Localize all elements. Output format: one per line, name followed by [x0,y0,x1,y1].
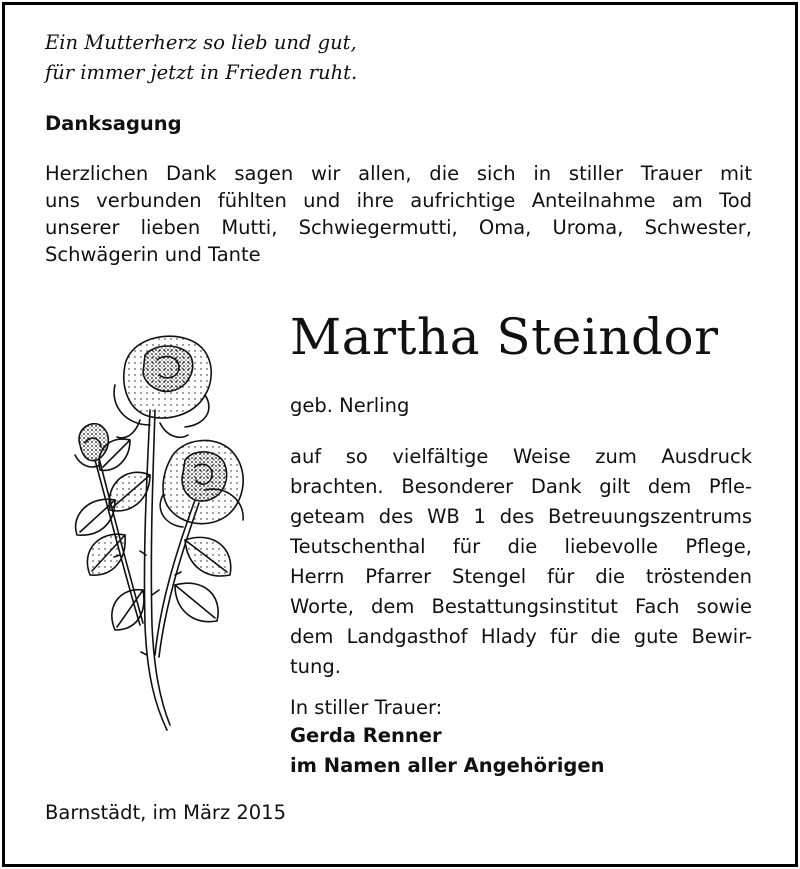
thanks-line: dem Landgasthof Hlady für die gute Bewir- [290,625,752,648]
poem-line: für immer jetzt in Frieden ruht. [45,61,358,84]
rose-icon [55,325,255,740]
intro-line: uns verbunden fühlten und ihre aufrichtige Anteilnahme am Tod [45,189,752,212]
place-date: Barnstädt, im März 2015 [45,801,286,824]
thanks-line: Teutschenthal für die liebevolle Pflege, [290,535,752,558]
intro-line: Schwägerin und Tante [45,243,261,266]
thanks-line: Worte, dem Bestattungsinstitut Fach sowie [290,595,752,618]
thanks-line: brachten. Besonderer Dank gilt dem Pfle- [290,475,752,498]
heading: Danksagung [45,112,182,135]
deceased-name: Martha Steindor [290,308,719,366]
birth-name: geb. Nerling [290,394,410,417]
intro-text [45,160,752,268]
thanks-line: Herrn Pfarrer Stengel für die tröstenden [290,565,752,588]
intro-line: Herzlichen Dank sagen wir allen, die sich in stiller Trauer mit [45,162,752,185]
signature-intro: In stiller Trauer: [290,696,443,719]
intro-line: unserer lieben Mutti, Schwiegermutti, Oma, Uroma, Schwester, [45,216,752,239]
signature-name: Gerda Renner [290,724,442,747]
thanks-line: auf so vielfältige Weise zum Ausdruck [290,445,752,468]
poem-line: Ein Mutterherz so lieb und gut, [45,31,357,54]
poem [45,28,357,88]
thanks-line: tung. [290,655,341,678]
thanks-line: geteam des WB 1 des Betreuungszentrums [290,505,752,528]
signature-family: im Namen aller Angehörigen [290,754,605,777]
thanks-text [290,442,752,682]
